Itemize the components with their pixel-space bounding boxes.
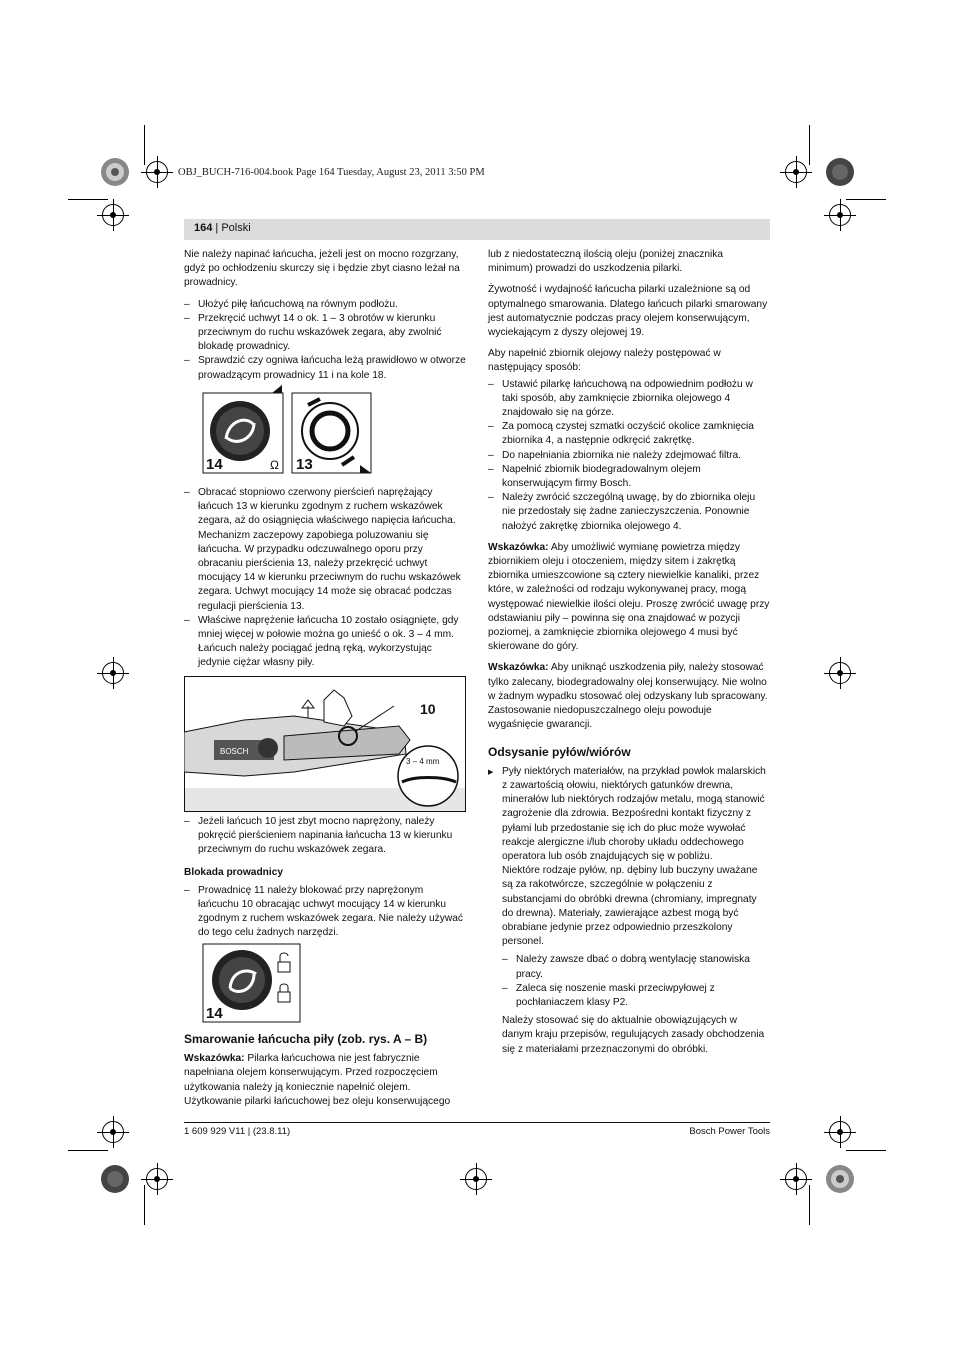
warning-item: ▶ Pyły niektórych materiałów, na przykład powłok malarskich z zawartością ołowiu, niektórych gatunków drewna, minerałów lub niektórych rodzajów metalu, mogą stanowić zagrożenie dla zdrowia. Bezpośredni kontakt fizyczny z pyłami lub przedostanie się ich do płuc może wywołać reakcje alergiczne i/lub choroby układu oddechowego operatora lub osób znajdujących się w pobliżu. <box>488 765 770 864</box>
list-item: – Ułożyć piłę łańcuchową na równym podłożu. <box>184 298 466 312</box>
registration-mark-icon <box>829 1121 851 1143</box>
paragraph: Należy stosować się do aktualnie obowiązujących w danym kraju przepisów, regulujących zasady obchodzenia się z materiałami przeznaczonymi do obróbki. <box>502 1015 765 1055</box>
left-column-part-3 <box>184 815 466 941</box>
list-item: – Napełnić zbiornik biodegradowalnym olejem konserwującym firmy Bosch. <box>488 463 770 491</box>
crop-mark <box>144 1185 145 1225</box>
figure-knob-lock <box>202 942 302 1024</box>
section-subheading: Blokada prowadnicy <box>184 866 284 878</box>
registration-mark-icon <box>146 161 168 183</box>
registration-mark-icon <box>102 1121 124 1143</box>
crop-mark <box>846 1150 886 1151</box>
figure-label: 13 <box>296 456 313 473</box>
list-item: – Zaleca się noszenie maski przeciwpyłowej z pochłaniaczem klasy P2. <box>488 982 770 1010</box>
crop-mark <box>846 199 886 200</box>
figure-label: 14 <box>206 1005 223 1022</box>
figure-chain-tension <box>184 676 466 812</box>
list-item: – Należy zwrócić szczególną uwagę, by do zbiornika oleju nie przedostały się żadne zanieczyszczenia. Ponownie nałożyć zakrętkę zbiornika olejowego 4. <box>488 491 770 534</box>
list-item: – Jeżeli łańcuch 10 jest zbyt mocno naprężony, należy pokręcić pierścieniem napinania łańcucha 13 w kierunku przeciwnym do ruchu wskazówek zegara. <box>184 815 466 858</box>
registration-mark-icon <box>102 662 124 684</box>
right-column <box>488 248 770 1057</box>
section-heading: Smarowanie łańcucha piły (zob. rys. A – B) <box>184 1032 428 1046</box>
crop-mark <box>68 1150 108 1151</box>
list-item: – Sprawdzić czy ogniwa łańcucha leżą prawidłowo w otworze prowadzącym prowadnicy 11 i na kole 18. <box>184 354 466 382</box>
note-text: Pilarka łańcuchowa nie jest fabrycznie napełniana olejem konserwującym. Przed rozpoczęciem użytkowania należy ją koniecznie napełnić olejem. Użytkowanie pilarki łańcuchowej bez oleju konserwującego <box>184 1053 451 1107</box>
left-column-part-4 <box>184 1032 466 1116</box>
paragraph: Żywotność i wydajność łańcucha pilarki uzależnione są od optymalnego smarowania. Dlatego łańcuch pilarki smarowany jest automatycznie podczas pracy olejem konserwującym, wyciekającym z dyszy olejowej 19. <box>488 284 768 339</box>
note-text: Aby uniknąć uszkodzenia piły, należy stosować tylko zalecany, biodegradowalny olej konserwujący. Nie wolno w żadnym wypadku stosować olej odzyskany lub spracowany. Zastosowanie niedopuszczalnego oleju powoduje wygaśnięcie gwarancji. <box>488 662 768 731</box>
rotate-icon: Ω <box>270 458 279 472</box>
registration-mark-icon <box>829 204 851 226</box>
registration-mark-icon <box>102 204 124 226</box>
left-column-part-2 <box>184 486 466 671</box>
section-heading: Odsysanie pyłów/wiórów <box>488 744 631 759</box>
list-item: – Należy zawsze dbać o dobrą wentylację stanowiska pracy. <box>488 953 770 981</box>
list-item: – Ustawić pilarkę łańcuchową na odpowiednim podłożu w taki sposób, aby zamknięcie zbiornika olejowego 4 znajdowało się na górze. <box>488 378 770 421</box>
figure-label: 14 <box>206 456 223 473</box>
footer-right: Bosch Power Tools <box>689 1126 770 1137</box>
color-wheel-icon <box>825 157 855 187</box>
note-label: Wskazówka: <box>184 1053 245 1065</box>
color-wheel-icon <box>825 1164 855 1194</box>
registration-mark-icon <box>829 662 851 684</box>
note-label: Wskazówka: <box>488 541 549 553</box>
list-item: – Właściwe naprężenie łańcucha 10 zostało osiągnięte, gdy mniej więcej w połowie można go unieść o ok. 3 – 4 mm. Łańcuch należy pociągać jedną ręką, wykorzystując jedynie ciężar własny piły. <box>184 614 466 671</box>
crop-mark <box>144 125 145 165</box>
color-wheel-icon <box>100 1164 130 1194</box>
note-label: Wskazówka: <box>488 662 549 674</box>
color-wheel-icon <box>100 157 130 187</box>
paragraph: Nie należy napinać łańcucha, jeżeli jest on mocno rozgrzany, gdyż po ochłodzeniu skurczy się i będzie zbyt ciasno leżał na prowadnicy. <box>184 249 460 289</box>
note-text: Aby umożliwić wymianę powietrza między zbiornikiem oleju i otoczeniem, między sitem i zakrętką zbiornika umieszcowione są cztery niewielkie kanaliki, przez które, w zależności od rodzaju wykonywanej pracy, mogą występować niewielkie ilości oleju. Proszę zwrócić uwagę przy odstawianiu piły – powinna się ona znajdować w pozycji poziomej, a zamknięcie zbiornika olejowego 4 musi być skierowane do góry. <box>488 541 770 653</box>
page-header-bar <box>184 219 770 240</box>
figure-label: 10 <box>420 701 436 717</box>
registration-mark-icon <box>146 1168 168 1190</box>
paragraph: lub z niedostateczną ilością oleju (poniżej znacznika minimum) prowadzi do uszkodzenia pilarki. <box>488 249 724 275</box>
list-item: – Za pomocą czystej szmatki oczyścić okolice zamknięcia zbiornika 4, a następnie odkręcić zakrętkę. <box>488 420 770 448</box>
figure-knob-ring <box>202 385 372 475</box>
registration-mark-icon <box>785 1168 807 1190</box>
print-slug: OBJ_BUCH-716-004.book Page 164 Tuesday, August 23, 2011 3:50 PM <box>178 167 485 178</box>
paragraph: Niektóre rodzaje pyłów, np. dębiny lub buczyny uważane są za rakotwórcze, szczególnie w połączeniu z substancjami do obróbki drewna (chromiany, impregnaty do drewna). Materiały, zawierające azbest mogą być obrabiane jedynie przez odpowiednio przeszkolony personel. <box>502 865 758 948</box>
paragraph: Aby napełnić zbiornik olejowy należy postępować w następujący sposób: <box>488 348 721 374</box>
crop-mark <box>809 1185 810 1225</box>
list-item: – Prowadnicę 11 należy blokować przy naprężonym łańcuchu 10 obracając uchwyt mocujący 14 w kierunku zgodnym z ruchem wskazówek zegara. Nie należy używać do tego celu żadnych narzędzi. <box>184 884 466 941</box>
page-number: 164 <box>194 222 213 234</box>
left-column <box>184 248 466 383</box>
registration-mark-icon <box>465 1168 487 1190</box>
footer-rule <box>184 1122 770 1123</box>
measure-label: 3 – 4 mm <box>406 757 440 766</box>
crop-mark <box>809 125 810 165</box>
list-item: – Przekręcić uchwyt 14 o ok. 1 – 3 obrotów w kierunku przeciwnym do ruchu wskazówek zegara, aby zwolnić blokadę prowadnicy. <box>184 312 466 355</box>
registration-mark-icon <box>785 161 807 183</box>
language-label: Polski <box>221 222 251 234</box>
page-header: 164 | Polski <box>194 222 251 234</box>
crop-mark <box>68 199 108 200</box>
list-item: – Do napełniania zbiornika nie należy zdejmować filtra. <box>488 449 770 463</box>
brand-label: BOSCH <box>220 747 249 756</box>
list-item: – Obracać stopniowo czerwony pierścień naprężający łańcuch 13 w kierunku zgodnym z ruchem wskazówek zegara, aż do osiągnięcia właściwego napięcia łańcucha. Mechanizm zaczepowy zapobiega poluzowaniu się łańcucha. W przypadku odczuwalnego oporu przy obracaniu pierścienia 13, należy przekręcić uchwyt mocujący 14 w kierunku przeciwnym do ruchu wskazówek zegara. Uchwyt mocujący 14 może się obracać podczas regulacji pierścienia 13. <box>184 486 466 614</box>
footer-left: 1 609 929 V11 | (23.8.11) <box>184 1126 291 1137</box>
